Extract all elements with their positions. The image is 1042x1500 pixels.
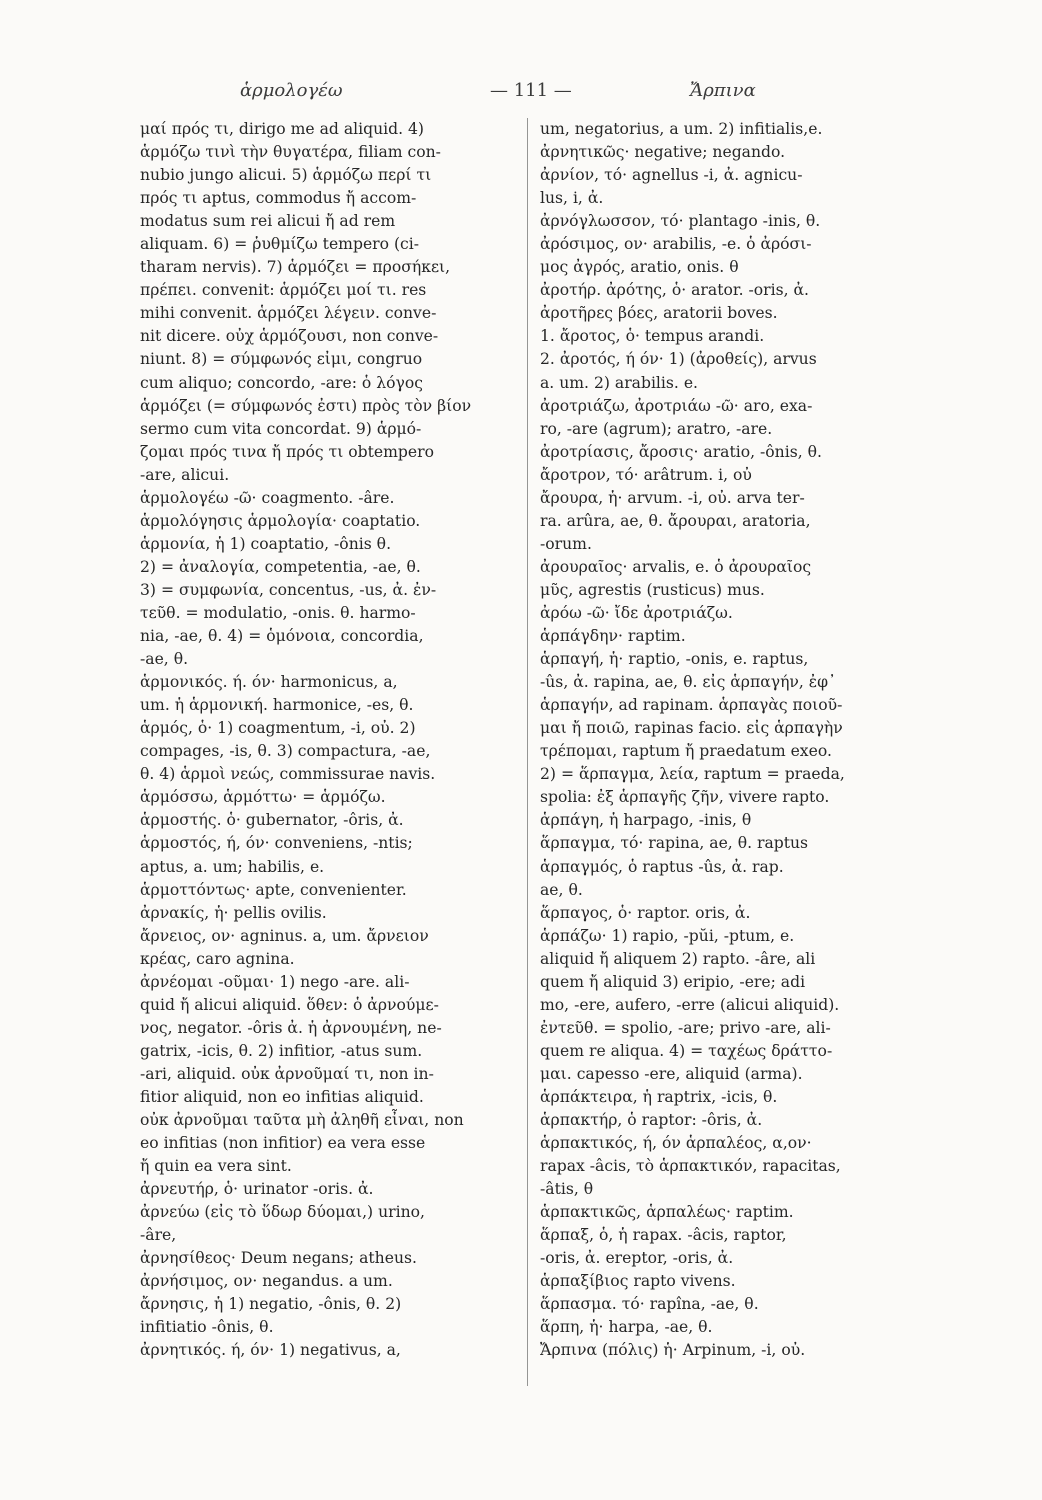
text-line: μῦς, agrestis (rusticus) mus.: [540, 580, 765, 599]
text-line: 2. ἀροτός, ή όν· 1) (ἀροθείς), arvus: [540, 350, 817, 369]
text-line: ἁρπαγμός, ὁ raptus -ûs, ἀ. rap.: [540, 857, 784, 876]
text-line: ae, θ.: [540, 880, 583, 899]
text-line: spolia: ἐξ ἁρπαγῆς ζῆν, vivere rapto.: [540, 788, 830, 807]
text-line: νος, negator. -ôris ἀ. ἡ ἀρνουμένη, ne-: [140, 1018, 442, 1037]
text-line: lus, i, ἀ.: [540, 189, 604, 208]
text-line: compages, -is, θ. 3) compactura, -ae,: [140, 742, 431, 761]
text-line: quem ἤ aliquid 3) eripio, -ere; adi: [540, 972, 806, 991]
text-line: ἀροτρίασις, ἄροσις· aratio, -ônis, θ.: [540, 442, 822, 461]
text-line: κρέας, caro agnina.: [140, 949, 295, 968]
text-line: ἁρπαγήν, ad rapinam. ἁρπαγὰς ποιοῦ-: [540, 696, 843, 715]
text-line: eo infitias (non infitior) ea vera esse: [140, 1134, 426, 1153]
text-line: ἀρουραῖος· arvalis, e. ὁ ἀρουραῖος: [540, 557, 812, 576]
text-line: Ἄρπινα (πόλις) ἡ· Arpinum, -i, οὐ.: [540, 1341, 806, 1360]
text-line: μαι ἤ ποιῶ, rapinas facio. εἰς ἁρπαγὴν: [540, 719, 843, 738]
page-header: [140, 76, 900, 112]
text-line: ἐντεῦθ. = spolio, -are; privo -are, ali-: [540, 1018, 831, 1037]
text-line: ἁρμοττόντως· apte, convenienter.: [140, 880, 407, 899]
text-line: niunt. 8) = σύμφωνός εἰμι, congruo: [140, 350, 423, 369]
text-line: μαί πρός τι, dirigo me ad aliquid. 4): [140, 120, 425, 138]
text-line: ἤ quin ea vera sint.: [140, 1157, 292, 1176]
text-line: a. um. 2) arabilis. e.: [540, 373, 699, 392]
text-line: ἁρμονικός. ή. όν· harmonicus, a,: [140, 673, 398, 692]
text-line: ἅρπασμα. τό· rapîna, -ae, θ.: [540, 1295, 759, 1314]
text-line: aptus, a. um; habilis, e.: [140, 857, 325, 876]
text-line: -are, alicui.: [140, 465, 230, 484]
text-line: ἁρμός, ὁ· 1) coagmentum, -i, οὐ. 2): [140, 719, 416, 738]
text-line: aliquid ἤ aliquem 2) rapto. -âre, ali: [540, 949, 816, 968]
text-line: -âtis, θ: [540, 1180, 594, 1199]
text-line: fitior aliquid, non eo infitias aliquid.: [140, 1087, 424, 1106]
text-line: -ari, aliquid. οὐκ ἀρνοῦμαί τι, non in-: [140, 1064, 434, 1083]
text-line: ἁρπάκτειρα, ἡ raptrix, -icis, θ.: [540, 1087, 778, 1106]
text-line: gatrix, -icis, θ. 2) infitior, -atus sum.: [140, 1041, 423, 1060]
text-line: ἅρπαξ, ὁ, ἡ rapax. -âcis, raptor,: [540, 1226, 787, 1245]
text-line: mihi convenit. ἁρμόζει λέγειν. conve-: [140, 304, 437, 323]
text-line: πρός τι aptus, commodus ἤ accom-: [140, 189, 417, 208]
text-line: ἁρπάγδην· raptim.: [540, 627, 686, 646]
text-line: ra. arûra, ae, θ. ἄρουραι, aratoria,: [540, 511, 811, 530]
text-line: ἁρμόζει (= σύμφωνός ἐστι) πρὸς τὸν βίον: [140, 396, 472, 415]
text-line: ἄρνειος, ον· agninus. a, um. ἄρνειον: [140, 926, 429, 945]
text-line: um. ἡ ἁρμονική. harmonice, -es, θ.: [140, 696, 414, 715]
text-line: ἅρπη, ἡ· harpa, -ae, θ.: [540, 1318, 713, 1337]
text-line: ἀρνέομαι -οῦμαι· 1) nego -are. ali-: [140, 972, 410, 991]
text-line: ἁρμονία, ἡ 1) coaptatio, -ônis θ.: [140, 534, 392, 553]
left-column: [140, 118, 520, 1363]
text-line: tharam nervis). 7) ἁρμόζει = προσήκει,: [140, 258, 451, 277]
text-line: ἁρμοστός, ή, όν· conveniens, -ntis;: [140, 834, 413, 853]
text-line: nit dicere. οὐχ ἁρμόζουσι, non conve-: [140, 327, 439, 346]
text-line: -oris, ἀ. ereptor, -oris, ἀ.: [540, 1249, 734, 1268]
text-line: ἄροτρον, τό· arâtrum. i, οὐ: [540, 465, 752, 484]
page-number: — 111 —: [490, 80, 572, 101]
text-line: ἁρπαξίβιος rapto vivens.: [540, 1272, 736, 1291]
text-line: aliquam. 6) = ῥυθμίζω tempero (ci-: [140, 235, 420, 254]
text-line: ἁρπάζω· 1) rapio, -pŭi, -ptum, e.: [540, 926, 795, 945]
text-line: ἀρνητικός. ή, όν· 1) negativus, a,: [140, 1341, 401, 1360]
text-line: modatus sum rei alicui ἤ ad rem: [140, 212, 396, 231]
text-line: cum aliquo; concordo, -are: ὁ λόγος: [140, 373, 423, 392]
text-line: 2) = ἀναλογία, competentia, -ae, θ.: [140, 557, 421, 576]
text-line: ἀρνησίθεος· Deum negans; atheus.: [140, 1249, 417, 1268]
text-line: -ûs, ἀ. rapina, ae, θ. εἰς ἁρπαγήν, ἐφ᾽: [540, 673, 836, 692]
text-line: ἀροτήρ. ἀρότης, ὁ· arator. -oris, ἀ.: [540, 281, 809, 300]
text-line: 1. ἄροτος, ὁ· tempus arandi.: [540, 327, 765, 346]
text-line: ἁρπακτήρ, ὁ raptor: -ôris, ἀ.: [540, 1111, 763, 1130]
text-line: ἁρμόσσω, ἁρμόττω· = ἁρμόζω.: [140, 788, 386, 807]
text-line: -âre,: [140, 1226, 177, 1245]
header-right-catchword: Ἄρπινα: [690, 80, 756, 101]
text-line: ἁρπακτικῶς, ἁρπαλέως· raptim.: [540, 1203, 794, 1222]
text-line: πρέπει. convenit: ἁρμόζει μοί τι. res: [140, 281, 427, 300]
text-line: ἅρπαγος, ὁ· raptor. oris, ἀ.: [540, 903, 751, 922]
text-line: quem re aliqua. 4) = ταχέως δράττο-: [540, 1041, 833, 1060]
text-line: τεῦθ. = modulatio, -onis. θ. harmo-: [140, 603, 416, 622]
text-line: ἁρμόζω τινὶ τὴν θυγατέρα, filiam con-: [140, 143, 441, 162]
text-line: ἀροτριάζω, ἀροτριάω -ῶ· aro, exa-: [540, 396, 813, 415]
text-line: um, negatorius, a um. 2) infitialis,e.: [540, 120, 823, 138]
right-column: [540, 118, 920, 1363]
text-line: θ. 4) ἁρμοὶ νεώς, commissurae navis.: [140, 765, 436, 784]
text-line: ἁρπαγή, ἡ· raptio, -onis, e. raptus,: [540, 650, 809, 669]
text-line: ἀρνήσιμος, ον· negandus. a um.: [140, 1272, 393, 1291]
text-line: ἁρμολογέω -ῶ· coagmento. -âre.: [140, 488, 395, 507]
text-line: ἄρουρα, ἡ· arvum. -i, οὐ. arva ter-: [540, 488, 805, 507]
text-line: ἀρνίον, τό· agnellus -i, ἀ. agnicu-: [540, 166, 803, 185]
text-line: οὐκ ἀρνοῦμαι ταῦτα μὴ ἀληθῆ εἶναι, non: [140, 1111, 464, 1130]
text-line: mo, -ere, aufero, -erre (alicui aliquid).: [540, 995, 840, 1014]
text-line: ἅρπαγμα, τό· rapina, ae, θ. raptus: [540, 834, 809, 853]
column-divider: [527, 118, 528, 1386]
text-line: ἁρμοστής. ὁ· gubernator, -ôris, ἀ.: [140, 811, 404, 830]
text-line: τρέπομαι, raptum ἤ praedatum exeo.: [540, 742, 832, 761]
text-line: nubio jungo alicui. 5) ἁρμόζω περί τι: [140, 166, 432, 185]
text-line: μαι. capesso -ere, aliquid (arma).: [540, 1064, 803, 1083]
text-line: ἄρνησις, ἡ 1) negatio, -ônis, θ. 2): [140, 1295, 402, 1314]
header-left-catchword: ἁρμολογέω: [240, 80, 343, 101]
text-line: sermo cum vita concordat. 9) ἁρμό-: [140, 419, 422, 438]
text-line: quid ἤ alicui aliquid. ὅθεν: ὁ ἀρνούμε-: [140, 995, 439, 1014]
text-line: ἀρνακίς, ἡ· pellis ovilis.: [140, 903, 327, 922]
text-line: ἀρνεύω (εἰς τὸ ὕδωρ δύομαι,) urino,: [140, 1203, 425, 1222]
text-line: -ae, θ.: [140, 650, 189, 669]
text-line: ἁρπακτικός, ή, όν ἁρπαλέος, α,ον·: [540, 1134, 812, 1153]
text-line: ἀρνόγλωσσον, τό· plantago -inis, θ.: [540, 212, 821, 231]
text-line: ἁρπάγη, ἡ harpago, -inis, θ: [540, 811, 752, 830]
text-line: ro, -are (agrum); aratro, -are.: [540, 419, 773, 438]
text-line: -orum.: [540, 534, 592, 553]
text-line: infitiatio -ônis, θ.: [140, 1318, 274, 1337]
text-line: μος ἀγρός, aratio, onis. θ: [540, 258, 739, 277]
text-line: ἁρμολόγησις ἁρμολογία· coaptatio.: [140, 511, 421, 530]
text-line: ζομαι πρός τινα ἤ πρός τι obtempero: [140, 442, 434, 461]
text-line: 2) = ἅρπαγμα, λεία, raptum = praeda,: [540, 765, 845, 784]
text-line: ἀρόσιμος, ον· arabilis, -e. ὁ ἀρόσι-: [540, 235, 812, 254]
text-line: nia, -ae, θ. 4) = ὁμόνοια, concordia,: [140, 627, 424, 646]
text-line: ἀροτῆρες βόες, aratorii boves.: [540, 304, 778, 323]
text-line: rapax -âcis, τὸ ἁρπακτικόν, rapacitas,: [540, 1157, 841, 1176]
text-line: ἀρνητικῶς· negative; negando.: [540, 143, 786, 162]
text-line: 3) = συμφωνία, concentus, -us, ἀ. ἐν-: [140, 580, 437, 599]
text-line: ἀρνευτήρ, ὁ· urinator -oris. ἀ.: [140, 1180, 374, 1199]
text-line: ἀρόω -ῶ· ἴδε ἀροτριάζω.: [540, 603, 733, 622]
